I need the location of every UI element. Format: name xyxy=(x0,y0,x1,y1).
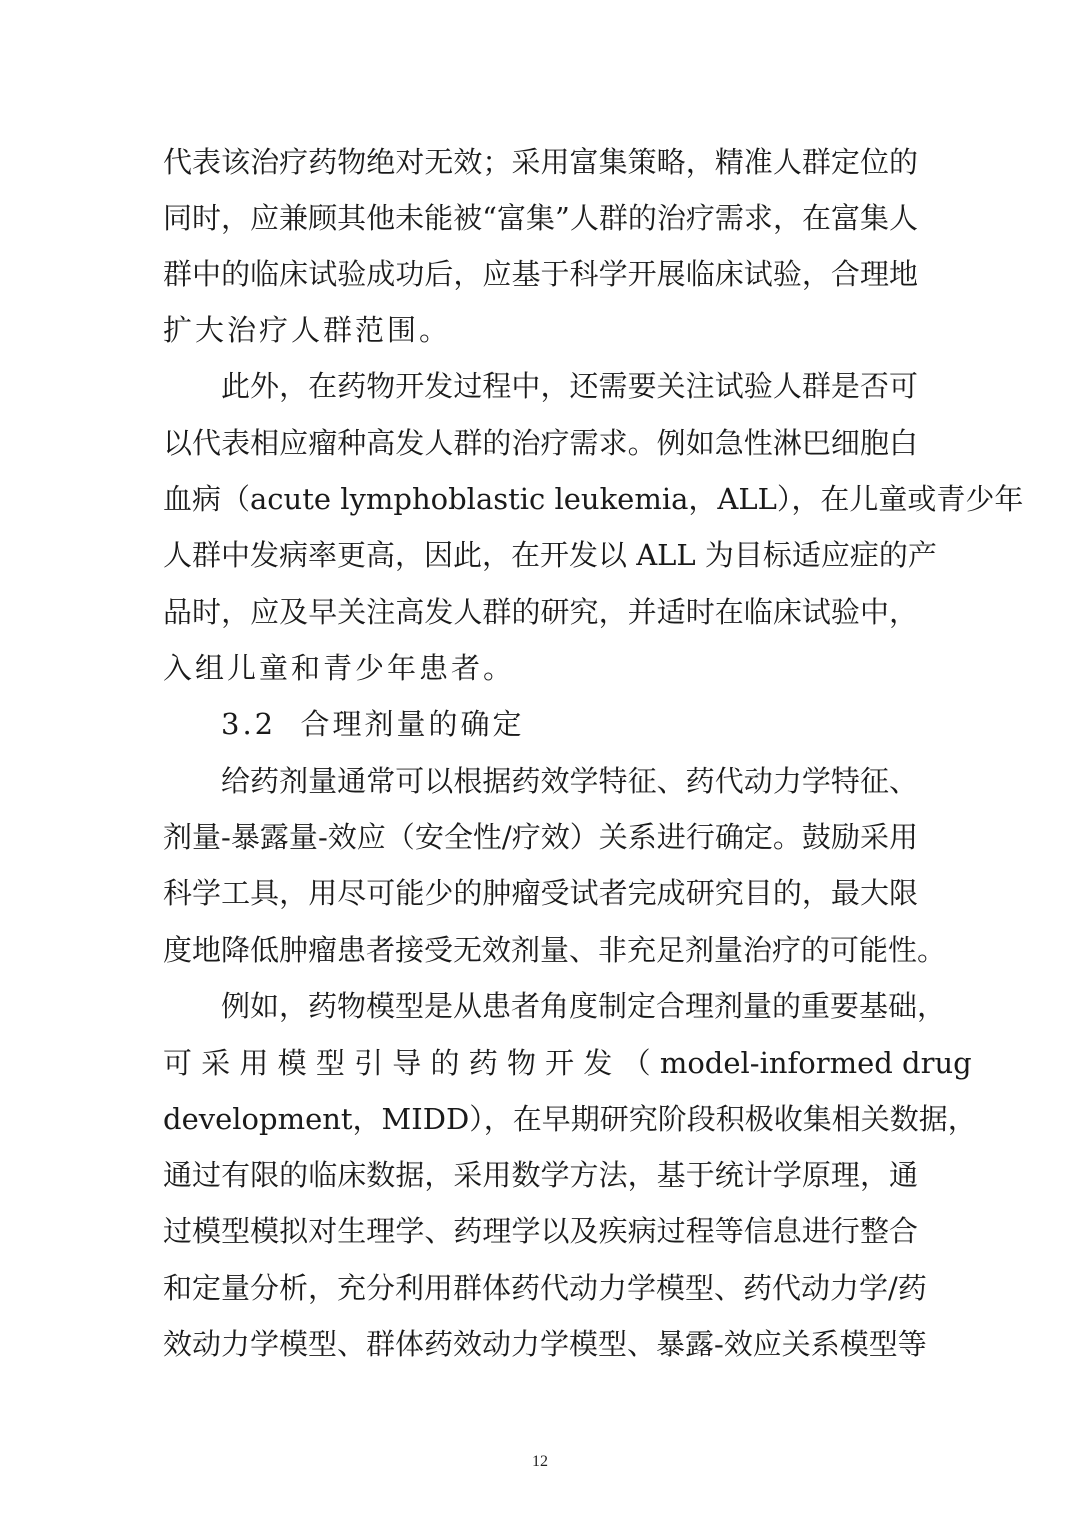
paragraph-line: 人群中发病率更高，因此，在开发以 ALL 为目标适应症的产 xyxy=(163,538,937,572)
paragraph-line: development，MIDD），在早期研究阶段积极收集相关数据， xyxy=(163,1102,977,1136)
page-number: 12 xyxy=(532,1453,548,1470)
section-heading: 3.2 合理剂量的确定 xyxy=(221,707,525,741)
paragraph-line: 过模型模拟对生理学、药理学以及疾病过程等信息进行整合 xyxy=(163,1214,918,1248)
paragraph-line: 以代表相应瘤种高发人群的治疗需求。例如急性淋巴细胞白 xyxy=(163,426,918,460)
paragraph-line: 通过有限的临床数据，采用数学方法，基于统计学原理，通 xyxy=(163,1158,918,1192)
paragraph-line: 效动力学模型、群体药效动力学模型、暴露-效应关系模型等 xyxy=(163,1327,927,1361)
paragraph-line: 科学工具，用尽可能少的肿瘤受试者完成研究目的，最大限 xyxy=(163,876,918,910)
paragraph-line: 剂量-暴露量-效应（安全性/疗效）关系进行确定。鼓励采用 xyxy=(163,820,918,854)
paragraph-line: 代表该治疗药物绝对无效；采用富集策略，精准人群定位的 xyxy=(163,145,918,179)
paragraph-line: 品时，应及早关注高发人群的研究，并适时在临床试验中， xyxy=(163,595,918,629)
paragraph-line: 和定量分析，充分利用群体药代动力学模型、药代动力学/药 xyxy=(163,1271,927,1305)
paragraph-line: 扩大治疗人群范围。 xyxy=(163,313,452,347)
paragraph-line: 群中的临床试验成功后，应基于科学开展临床试验，合理地 xyxy=(163,257,918,291)
paragraph-line: 同时，应兼顾其他未能被“富集”人群的治疗需求，在富集人 xyxy=(163,201,918,235)
paragraph-line: 此外，在药物开发过程中，还需要关注试验人群是否可 xyxy=(221,369,918,403)
paragraph-line: 例如，药物模型是从患者角度制定合理剂量的重要基础， xyxy=(221,989,947,1023)
paragraph-line: 血病（acute lymphoblastic leukemia，ALL），在儿童或青少年 xyxy=(163,482,1024,516)
paragraph-line: 给药剂量通常可以根据药效学特征、药代动力学特征、 xyxy=(221,764,918,798)
paragraph-line: 入组儿童和青少年患者。 xyxy=(163,651,516,685)
paragraph-line: 可 采 用 模 型 引 导 的 药 物 开 发 （ model-informed drug xyxy=(163,1046,972,1080)
paragraph-line: 度地降低肿瘤患者接受无效剂量、非充足剂量治疗的可能性。 xyxy=(163,933,947,967)
